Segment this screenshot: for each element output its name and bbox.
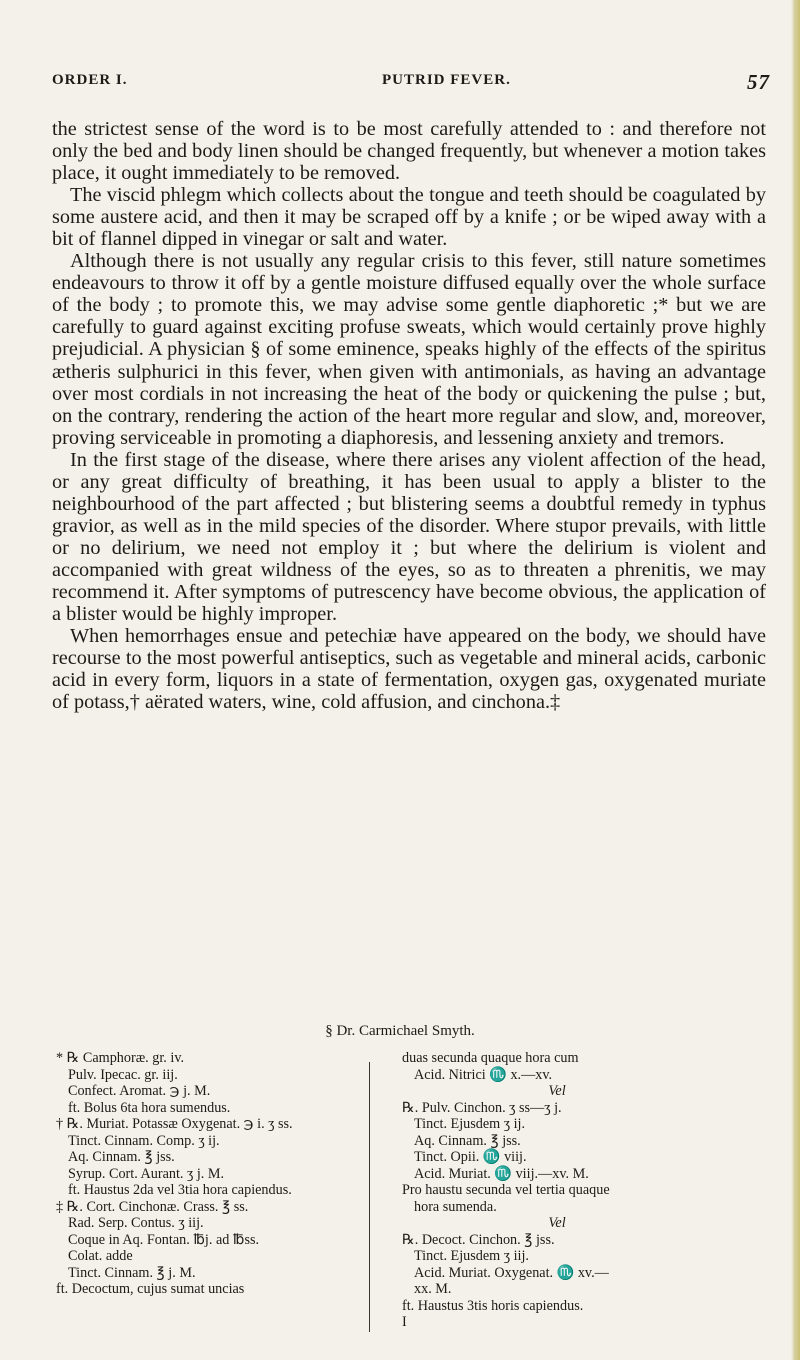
prescription-line: Acid. Nitrici ♏ x.—xv. <box>414 1066 553 1083</box>
footnote-signature: § Dr. Carmichael Smyth. <box>325 1023 475 1039</box>
prescription-line: ft. Haustus 2da vel 3tia hora capiendus. <box>68 1182 292 1198</box>
prescription-line: Tinct. Ejusdem ʒ iij. <box>414 1248 529 1264</box>
prescription-line: Vel <box>548 1215 566 1231</box>
paragraph: When hemorrhages ensue and petechiæ have appeared on the body, we should have recourse to the most powerful antiseptics, such as vegetable and mineral acids, carbonic acid in every form, liquors in a state of fermentation, oxygen gas, oxygenated muriate of potass,† aërated waters, wine, cold affusion, and cinchona.‡ <box>52 625 766 714</box>
prescription-line: Syrup. Cort. Aurant. ʒ j. M. <box>68 1165 225 1182</box>
prescription-line: ‡ ℞. Cort. Cinchonæ. Crass. ℥ ss. <box>56 1198 249 1215</box>
prescription-line: Coque in Aq. Fontan. ℔j. ad ℔ss. <box>68 1231 260 1248</box>
paragraph: The viscid phlegm which collects about the tongue and teeth should be coagulated by some austere acid, and then it may be scraped off by a knife ; or be wiped away with a bit of flannel dipped in vinegar or salt and water. <box>52 184 766 251</box>
paragraph: In the first stage of the disease, where there arises any violent affection of the head, or any great difficulty of breathing, it has been usual to apply a blister to the neighbourhood of the part affected ; but blistering seems a doubtful remedy in typhus gravior, as well as in the mild species of the disorder. Where stupor prevails, with little or no delirium, we need not employ it ; but where the delirium is violent and accompanied with great wildness of the eyes, so as to threaten a phrenitis, we may recommend it. After symptoms of putrescency have become obvious, the application of a blister would be highly improper. <box>52 448 766 626</box>
signature-mark: I <box>402 1314 407 1330</box>
prescription-line: xx. M. <box>414 1281 452 1297</box>
paragraph: the strictest sense of the word is to be most carefully attended to : and therefore not only the bed and body linen should be changed frequently, but whenever a motion takes place, it ought immediately to be removed. <box>52 118 766 185</box>
column-divider <box>369 1062 370 1332</box>
body-text <box>52 118 766 713</box>
prescription-line: Aq. Cinnam. ℥ jss. <box>414 1132 521 1149</box>
chapter-label: ORDER I. <box>52 72 128 88</box>
prescriptions-right-column <box>402 1050 752 1331</box>
prescription-line: Acid. Muriat. ♏ viij.—xv. M. <box>414 1165 589 1182</box>
prescription-line: Pulv. Ipecac. gr. iij. <box>68 1066 178 1083</box>
prescription-line: Colat. adde <box>68 1248 133 1264</box>
prescription-line: ft. Haustus 3tis horis capiendus. <box>402 1297 584 1314</box>
prescription-line: Pro haustu secunda vel tertia quaque <box>402 1182 610 1198</box>
prescription-line: ft. Bolus 6ta hora sumendus. <box>68 1099 231 1116</box>
page-number: 57 <box>747 70 770 94</box>
prescription-line: hora sumenda. <box>414 1198 497 1215</box>
prescription-line: duas secunda quaque hora cum <box>402 1050 579 1066</box>
paragraph: Although there is not usually any regular crisis to this fever, still nature sometimes endeavours to throw it off by a gentle moisture diffused equally over the whole surface of the body ; to promote this, we may advise some gentle diaphoretic ;* but we are carefully to guard against exciting profuse sweats, which would certainly prove highly prejudicial. A physician § of some eminence, speaks highly of the effects of the spiritus ætheris sulphurici in this fever, when given with antimonials, as having an advantage over most cordials in not increasing the heat of the body or quickening the pulse ; but, on the contrary, rendering the action of the heart more regular and slow, and, moreover, proving serviceable in promoting a diaphoresis, and lessening anxiety and tremors. <box>52 250 766 449</box>
prescription-line: † ℞. Muriat. Potassæ Oxygenat. ℈ i. ʒ ss. <box>56 1116 293 1132</box>
prescription-line: Tinct. Cinnam. Comp. ʒ ij. <box>68 1132 220 1149</box>
prescription-line: Tinct. Ejusdem ʒ ij. <box>414 1116 526 1132</box>
prescription-line: ℞. Pulv. Cinchon. ʒ ss—ʒ j. <box>402 1099 562 1116</box>
prescription-line: Vel <box>548 1083 566 1099</box>
page-edge <box>791 0 800 1360</box>
prescription-line: Tinct. Cinnam. ℥ j. M. <box>68 1264 196 1281</box>
prescription-line: Aq. Cinnam. ℥ jss. <box>68 1149 175 1165</box>
prescriptions-left-column <box>56 1050 356 1298</box>
prescription-line: Confect. Aromat. ℈ j. M. <box>68 1083 211 1099</box>
section-title: PUTRID FEVER. <box>382 72 511 88</box>
prescription-line: Rad. Serp. Contus. ʒ iij. <box>68 1215 204 1231</box>
prescription-line: * ℞ Camphoræ. gr. iv. <box>56 1050 185 1066</box>
prescription-line: ℞. Decoct. Cinchon. ℥ jss. <box>402 1231 555 1248</box>
prescription-line: Tinct. Opii. ♏ viij. <box>414 1149 527 1165</box>
prescription-line: Acid. Muriat. Oxygenat. ♏ xv.— <box>414 1264 609 1281</box>
prescription-line: ft. Decoctum, cujus sumat uncias <box>56 1281 245 1297</box>
running-head <box>52 72 770 98</box>
prescriptions-footnotes <box>56 1050 756 1350</box>
